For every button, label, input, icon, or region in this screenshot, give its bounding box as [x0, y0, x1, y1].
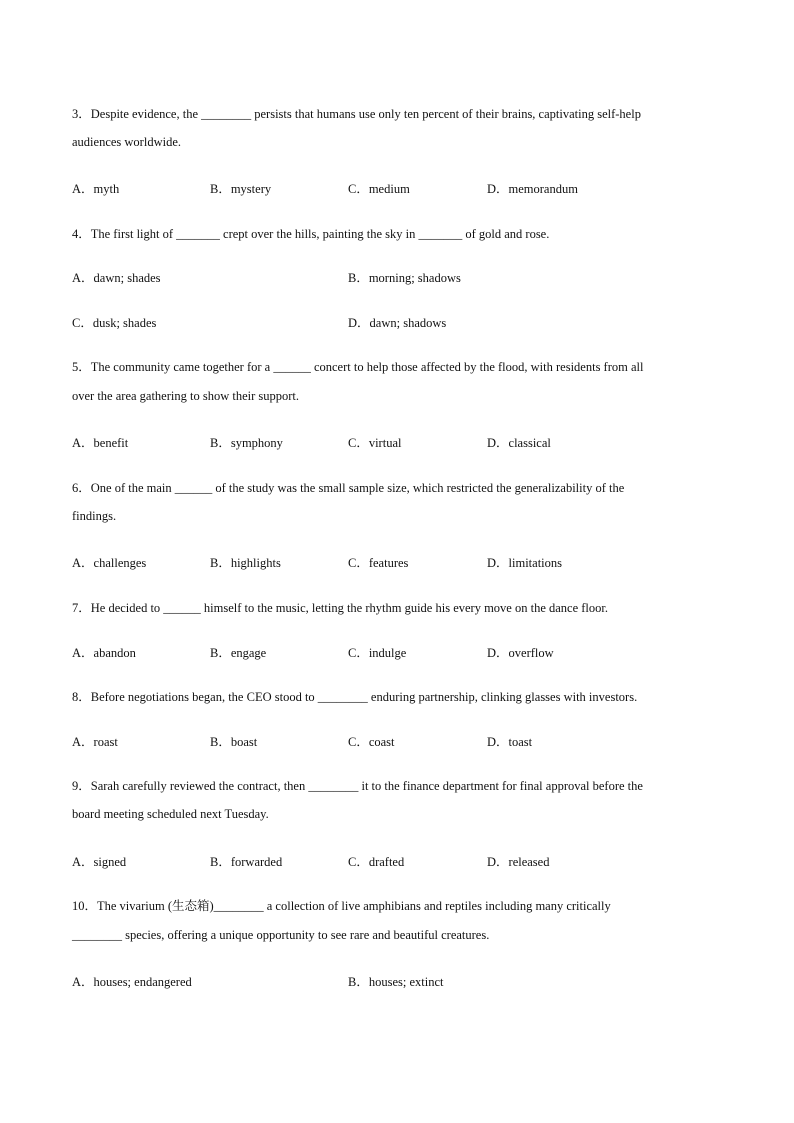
q9-option-b: B．forwarded — [210, 855, 283, 869]
q3-option-d: D．memorandum — [487, 182, 578, 196]
q3-option-b: B．mystery — [210, 182, 272, 196]
q5-stem-line-1: 5．The community came together for a ______ concert to help those affected by the flood, with residents from all — [72, 360, 644, 374]
q7-option-b: B．engage — [210, 646, 267, 660]
q5-option-c: C．virtual — [348, 436, 402, 450]
q9-option-d: D．released — [487, 855, 550, 869]
q5-option-b: B．symphony — [210, 436, 283, 450]
q3-option-c: C．medium — [348, 182, 410, 196]
q4-option-d: D．dawn; shadows — [348, 316, 447, 330]
q3-stem-line-2: audiences worldwide. — [72, 135, 181, 149]
q10-option-b: B．houses; extinct — [348, 975, 444, 989]
q6-option-a: A．challenges — [72, 556, 147, 570]
q4-stem-line-1: 4．The first light of _______ crept over the hills, painting the sky in _______ of gold and rose. — [72, 227, 550, 241]
q8-option-c: C．coast — [348, 735, 395, 749]
q7-option-d: D．overflow — [487, 646, 554, 660]
q9-option-a: A．signed — [72, 855, 127, 869]
q7-option-a: A．abandon — [72, 646, 136, 660]
q3-stem-line-1: 3．Despite evidence, the ________ persists that humans use only ten percent of their brains, captivating self-help — [72, 107, 641, 121]
q8-option-d: D．toast — [487, 735, 533, 749]
q6-option-d: D．limitations — [487, 556, 563, 570]
q4-option-c: C．dusk; shades — [72, 316, 157, 330]
q10-stem-line-1: 10．The vivarium (生态箱)________ a collection of live amphibians and reptiles including many critically — [72, 899, 611, 913]
q4-option-a: A．dawn; shades — [72, 271, 161, 285]
q8-stem-line-1: 8．Before negotiations began, the CEO stood to ________ enduring partnership, clinking glasses with investors. — [72, 690, 638, 704]
q6-stem-line-2: findings. — [72, 509, 117, 523]
q8-option-a: A．roast — [72, 735, 118, 749]
q3-option-a: A．myth — [72, 182, 120, 196]
q7-stem-line-1: 7．He decided to ______ himself to the music, letting the rhythm guide his every move on the dance floor. — [72, 601, 608, 615]
q9-stem-line-2: board meeting scheduled next Tuesday. — [72, 807, 269, 821]
q10-option-a: A．houses; endangered — [72, 975, 192, 989]
q6-option-b: B．highlights — [210, 556, 281, 570]
q10-stem-line-2: ________ species, offering a unique opportunity to see rare and beautiful creatures. — [72, 928, 490, 942]
q5-option-d: D．classical — [487, 436, 551, 450]
q8-option-b: B．boast — [210, 735, 258, 749]
q6-option-c: C．features — [348, 556, 409, 570]
q9-stem-line-1: 9．Sarah carefully reviewed the contract, then ________ it to the finance department for final approval before the — [72, 779, 643, 793]
q9-option-c: C．drafted — [348, 855, 405, 869]
q5-stem-line-2: over the area gathering to show their support. — [72, 389, 300, 403]
q6-stem-line-1: 6．One of the main ______ of the study was the small sample size, which restricted the generalizability of the — [72, 481, 625, 495]
q4-option-b: B．morning; shadows — [348, 271, 461, 285]
q5-option-a: A．benefit — [72, 436, 129, 450]
q7-option-c: C．indulge — [348, 646, 407, 660]
